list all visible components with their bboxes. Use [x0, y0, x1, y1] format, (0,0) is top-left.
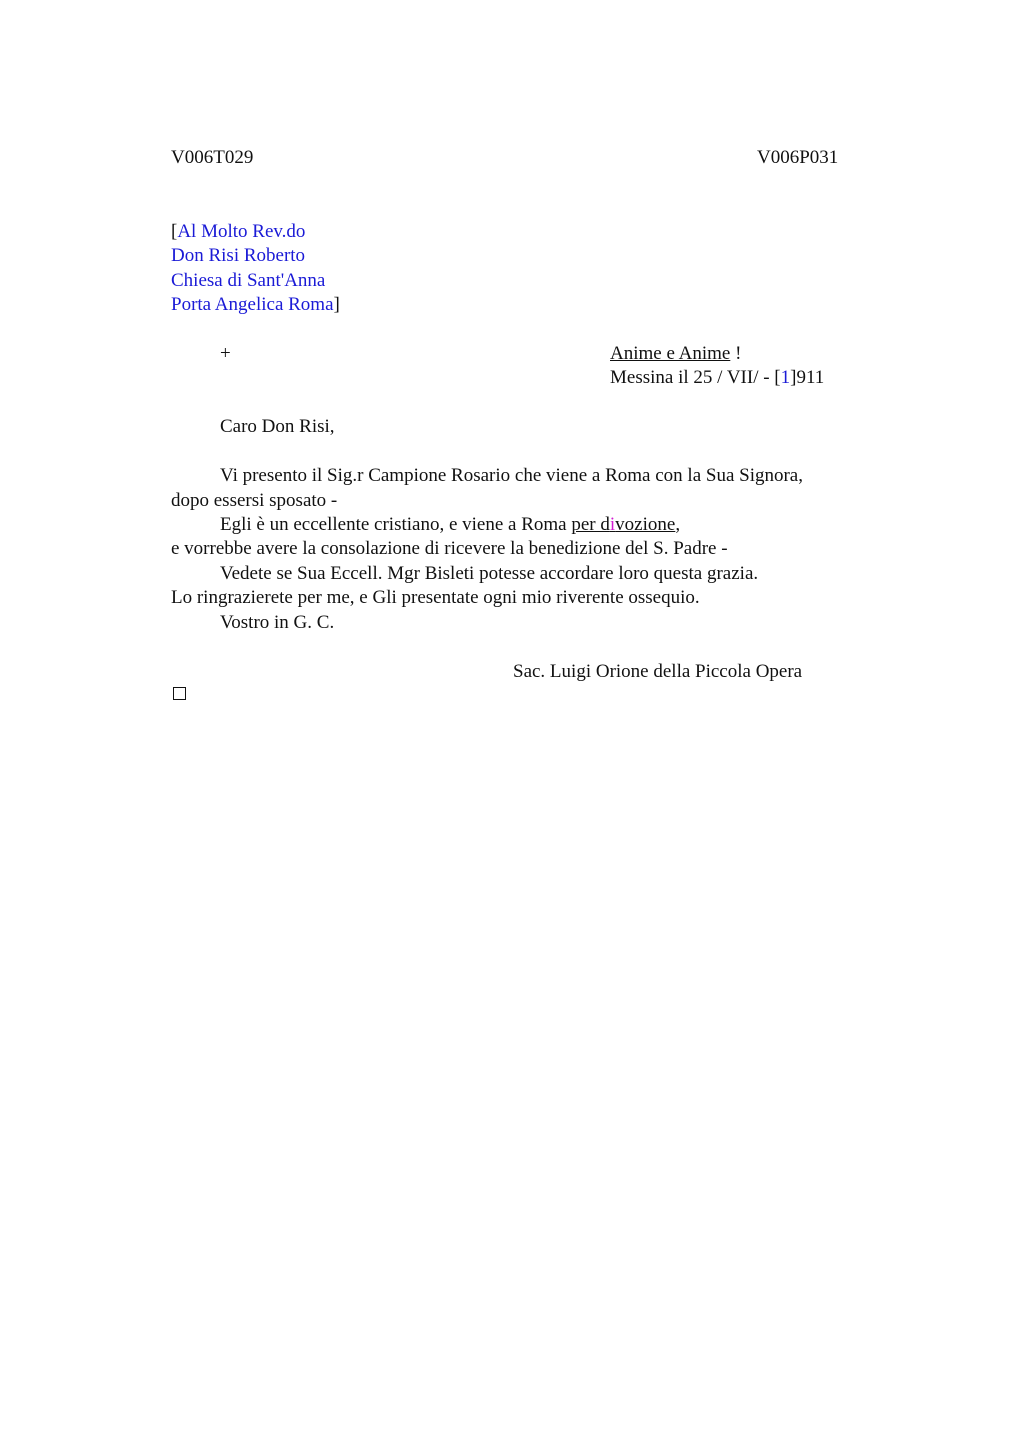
closing: Vostro in G. C.: [220, 612, 335, 633]
address-city: Porta Angelica Roma: [171, 294, 334, 315]
paragraph-2-line-2: e vorrebbe avere la consolazione di ricevere la benedizione del S. Padre -: [171, 538, 728, 559]
underlined-phrase: [571, 514, 675, 535]
paragraph-2-start: Egli è un eccellente cristiano, e viene a Roma: [220, 514, 572, 535]
motto-text: Anime e Anime: [610, 343, 731, 364]
address-line-3: Chiesa di Sant'Anna: [171, 270, 326, 291]
date-line: [610, 366, 824, 390]
underlined-phrase-b: vozione: [615, 514, 676, 535]
end-marker-box-icon: [173, 687, 186, 700]
motto-exclamation: !: [730, 343, 742, 364]
open-bracket: [: [171, 221, 178, 242]
paragraph-3-line-1: Vedete se Sua Eccell. Mgr Bisleti potesse accordare loro questa grazia.: [220, 563, 759, 584]
paragraph-1-line-1: Vi presento il Sig.r Campione Rosario che viene a Roma con la Sua Signora,: [220, 465, 803, 486]
address-line-4: [171, 293, 340, 317]
date-inserted-digit: 1: [780, 367, 791, 388]
address-recipient-title: Al Molto Rev.do: [177, 221, 306, 242]
motto: [610, 342, 741, 366]
date-suffix: ]911: [790, 367, 825, 388]
cross-symbol: +: [220, 343, 231, 364]
salutation: Caro Don Risi,: [220, 416, 335, 437]
document-code-left: V006T029: [171, 147, 254, 168]
paragraph-2-comma: ,: [675, 514, 681, 535]
underlined-phrase-a: per d: [571, 514, 610, 535]
date-prefix: Messina il 25 / VII/ - [: [610, 367, 781, 388]
inserted-letter: i: [609, 514, 616, 535]
paragraph-1-line-2: dopo essersi sposato -: [171, 490, 338, 511]
document-code-right: V006P031: [757, 147, 839, 168]
paragraph-2-line-1: [220, 513, 680, 537]
signature: Sac. Luigi Orione della Piccola Opera: [513, 661, 803, 682]
address-line-2: Don Risi Roberto: [171, 245, 306, 266]
paragraph-3-line-2: Lo ringrazierete per me, e Gli presentate ogni mio riverente ossequio.: [171, 587, 700, 608]
close-bracket: ]: [333, 294, 340, 315]
address-line-1: [171, 220, 305, 244]
